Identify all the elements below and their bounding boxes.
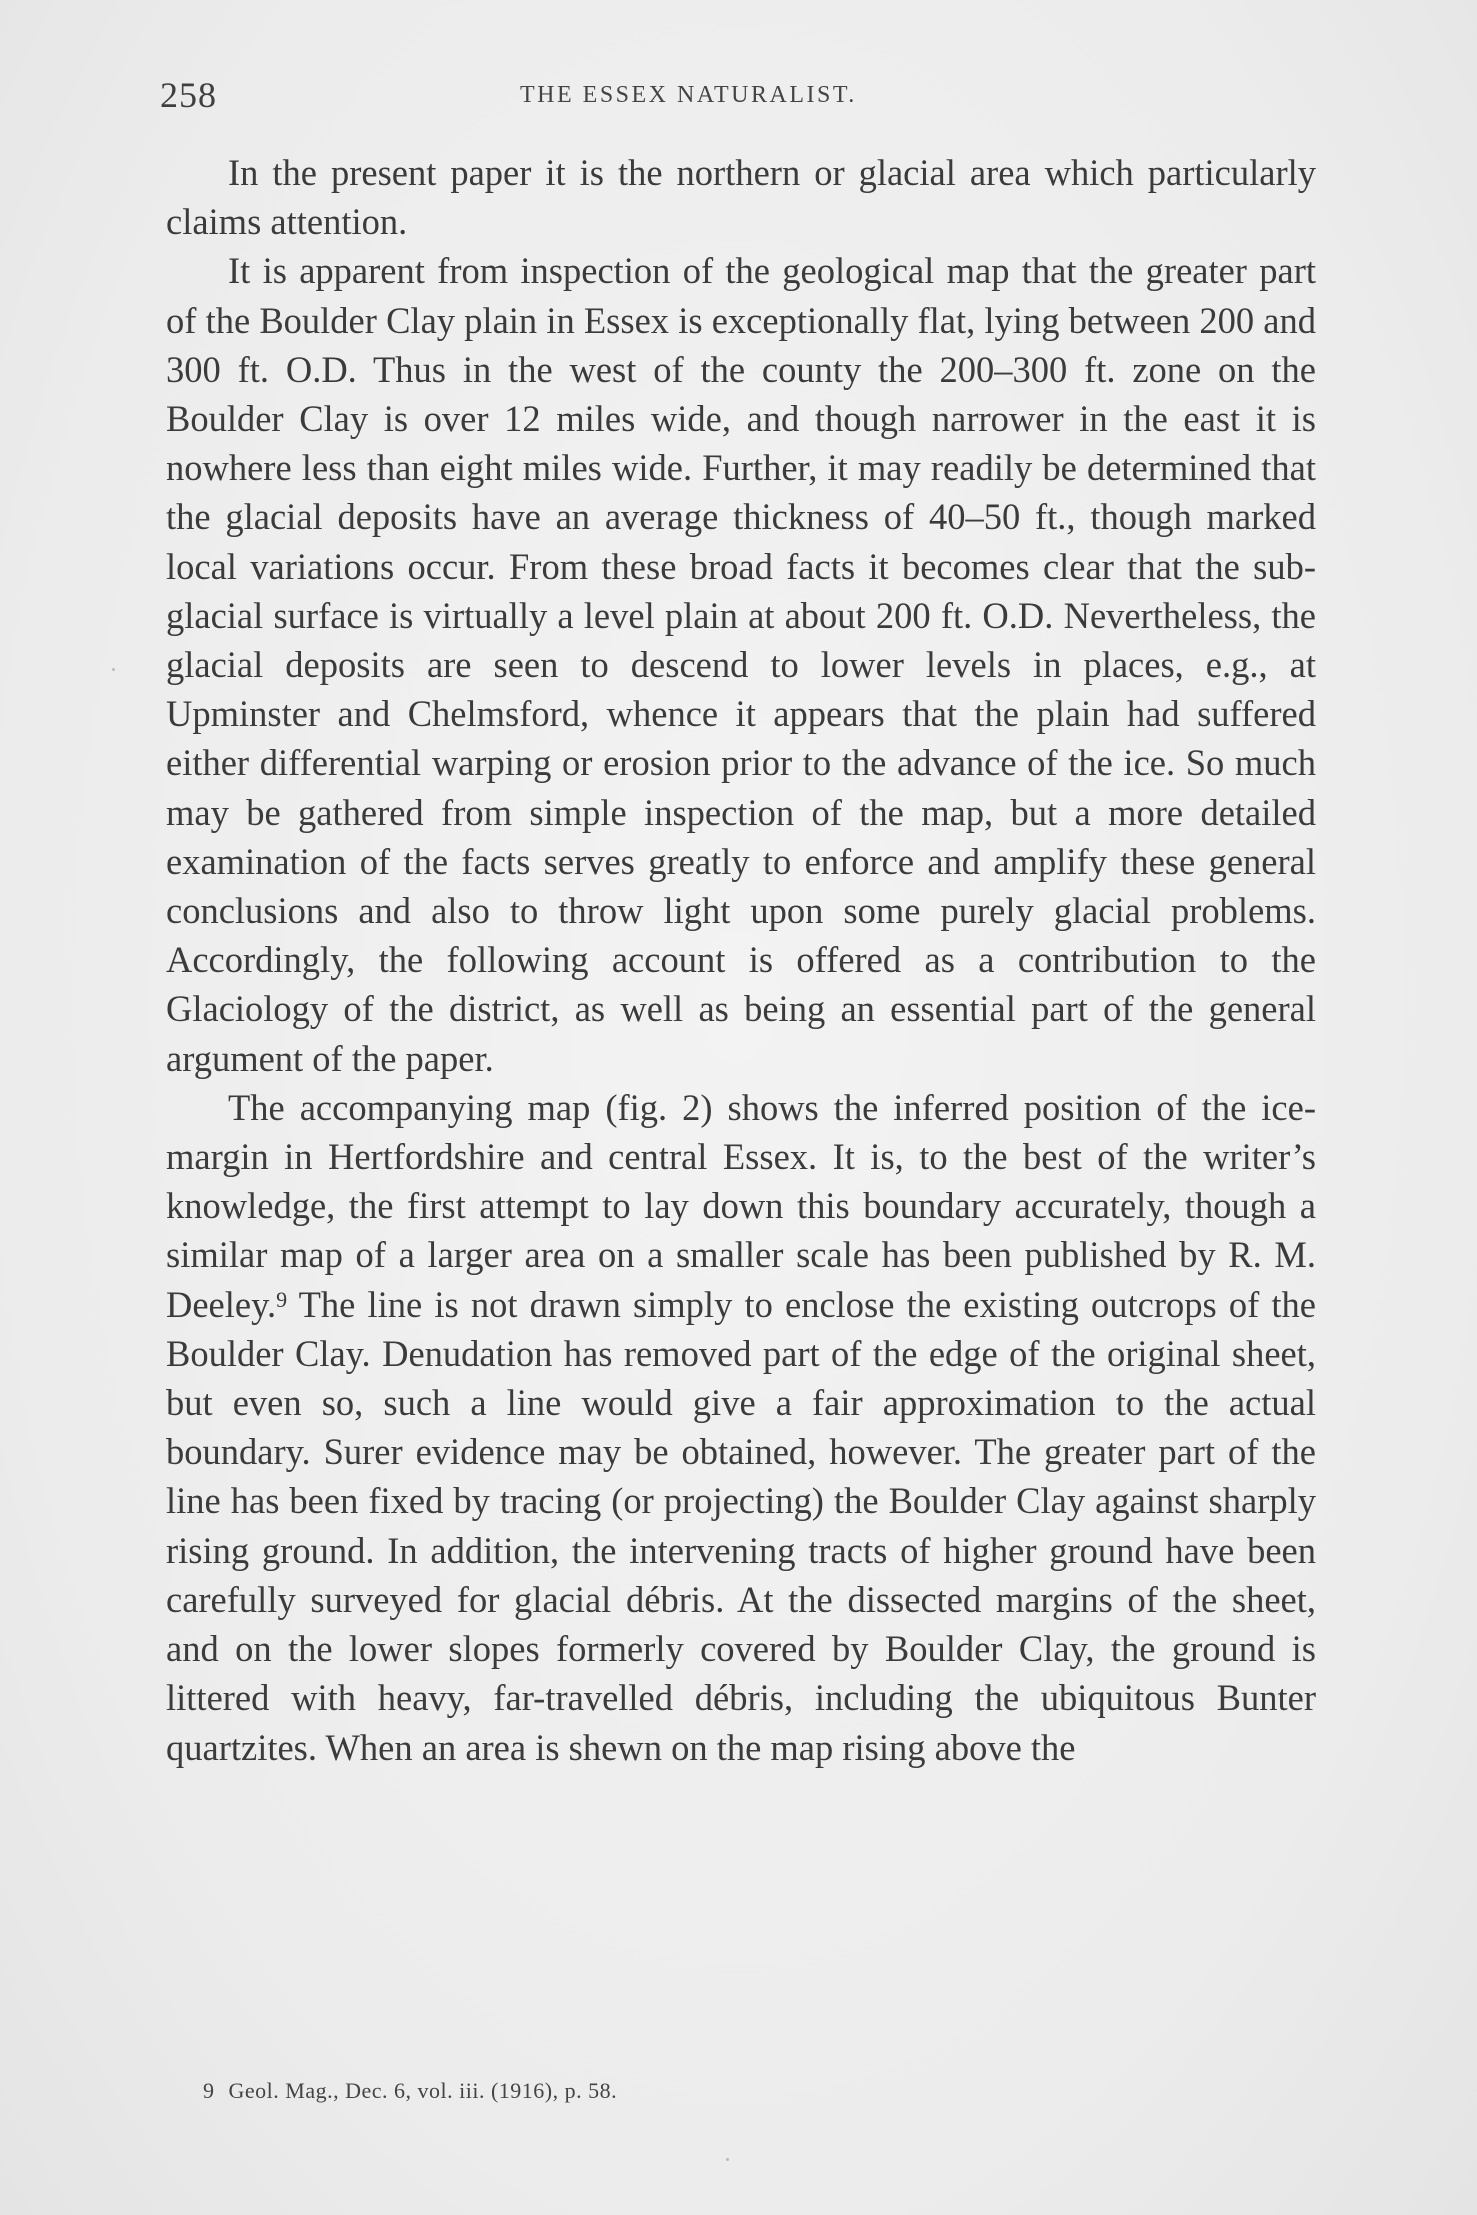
footnote (203, 2078, 617, 2104)
footnote-text: Geol. Mag., Dec. 6, vol. iii. (1916), p. 58. (228, 2078, 618, 2103)
paragraph-2: It is apparent from inspection of the geological map that the greater part of the Boulder Clay plain in Essex is exceptionally flat, lying between 200 and 300 ft. O.D. Thus in the west of the county the 200–300 ft. zone on the Boulder Clay is over 12 miles wide, and though narrower in the east it is nowhere less than eight miles wide. Further, it may readily be determined that the glacial deposits have an average thickness of 40–50 ft., though marked local variations occur. From these broad facts it becomes clear that the sub-glacial surface is virtually a level plain at about 200 ft. O.D. Nevertheless, the glacial deposits are seen to descend to lower levels in places, e.g., at Upminster and Chelmsford, whence it appears that the plain had suffered either differential warping or erosion prior to the advance of the ice. So much may be gathered from simple inspection of the map, but a more detailed examination of the facts serves greatly to enforce and amplify these general conclusions and also to throw light upon some purely glacial problems. Accordingly, the following account is offered as a contribution to the Glaciology of the district, as well as being an essential part of the general argument of the paper. (166, 250, 1316, 1079)
running-head: THE ESSEX NATURALIST. (520, 82, 857, 108)
footnote-reference: 9 (276, 1286, 288, 1312)
page-number: 258 (160, 75, 217, 115)
paragraph-3-text-a: The accompanying map (fig. 2) shows the inferred position of the ice-margin in Hertfordshire and central Essex. It is, to the best of the writer’s knowledge, the first attempt to lay down this boundary accurately, though a similar map of a larger area on a smaller scale has been published by R. M. Deeley. (166, 1086, 1316, 1325)
page-header (160, 74, 1320, 124)
footnote-mark: 9 (203, 2078, 215, 2103)
paper-speck (726, 2158, 729, 2161)
paper-speck (112, 668, 115, 671)
paragraph-3-text-b: The line is not drawn simply to enclose the existing outcrops of the Boulder Clay. Denudation has removed part of the edge of the original sheet, but even so, such a line would give a fair approximation to the actual boundary. Surer evidence may be obtained, however. The greater part of the line has been fixed by tracing (or projecting) the Boulder Clay against sharply rising ground. In addition, the intervening tracts of higher ground have been carefully surveyed for glacial débris. At the dissected margins of the sheet, and on the lower slopes formerly covered by Boulder Clay, the ground is littered with heavy, far-travelled débris, including the ubiquitous Bunter quartzites. When an area is shewn on the map rising above the (166, 1283, 1316, 1768)
paragraph-1: In the present paper it is the northern or glacial area which particularly claims attention. (166, 152, 1316, 243)
body-text (166, 148, 1316, 1772)
paragraph-3 (166, 1083, 1316, 1772)
